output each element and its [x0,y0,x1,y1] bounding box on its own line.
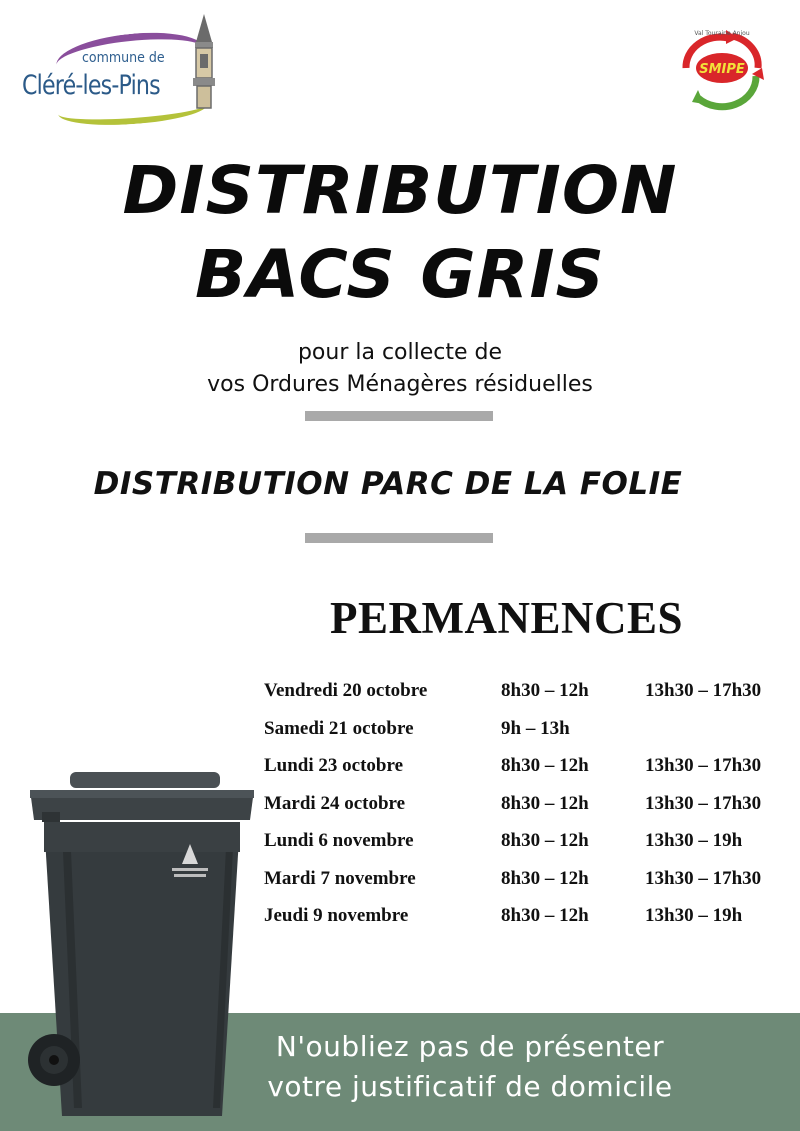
schedule-row [264,905,794,943]
schedule-morning: 8h30 – 12h [501,867,589,889]
schedule-day: Samedi 21 octobre [264,717,414,739]
permanences-title: PERMANENCES [330,593,684,643]
divider-bottom [305,533,493,543]
schedule-afternoon: 13h30 – 17h30 [645,867,762,889]
smipe-name: SMIPE [699,62,745,77]
commune-name: Cléré-les-Pins [22,70,160,101]
smipe-logo [668,24,772,112]
title-line-2: BACS GRIS [194,236,606,313]
schedule-day: Jeudi 9 novembre [264,905,409,926]
schedule-day: Mardi 7 novembre [264,867,416,889]
schedule-table [264,680,794,943]
schedule-morning: 8h30 – 12h [501,755,589,776]
schedule-afternoon: 13h30 – 17h30 [645,792,762,814]
bell-tower-icon [186,14,222,112]
schedule-morning: 8h30 – 12h [501,905,589,926]
schedule-row [264,830,794,868]
schedule-row [264,755,794,793]
subtitle-line-1: pour la collecte de [297,340,503,365]
schedule-afternoon: 13h30 – 19h [645,905,743,926]
reminder-line-2: votre justificatif de domicile [267,1070,673,1103]
schedule-afternoon: 13h30 – 19h [645,830,743,851]
schedule-morning: 8h30 – 12h [501,680,589,701]
commune-logo [18,14,223,124]
schedule-day: Lundi 6 novembre [264,830,414,851]
location-heading: DISTRIBUTION PARC DE LA FOLIE [93,466,683,502]
smipe-small-text: Val Touraine Anjou [694,30,750,37]
title-line-1: DISTRIBUTION [122,152,678,229]
commune-small-text: commune de [82,50,165,66]
schedule-morning: 9h – 13h [501,717,570,739]
smipe-emblem-icon [668,24,772,112]
reminder-line-1: N'oubliez pas de présenter [275,1030,665,1063]
schedule-row [264,793,794,831]
schedule-row [264,680,794,718]
schedule-afternoon: 13h30 – 17h30 [645,755,762,776]
schedule-morning: 8h30 – 12h [501,830,589,851]
divider-top [305,411,493,421]
schedule-day: Lundi 23 octobre [264,755,404,776]
schedule-day: Vendredi 20 octobre [264,680,428,701]
schedule-morning: 8h30 – 12h [501,792,589,814]
subtitle-line-2: vos Ordures Ménagères résiduelles [207,372,593,397]
schedule-row [264,868,794,906]
grey-wheelie-bin-icon [22,768,262,1128]
schedule-row [264,718,794,756]
schedule-afternoon: 13h30 – 17h30 [645,680,762,701]
schedule-day: Mardi 24 octobre [264,792,406,814]
